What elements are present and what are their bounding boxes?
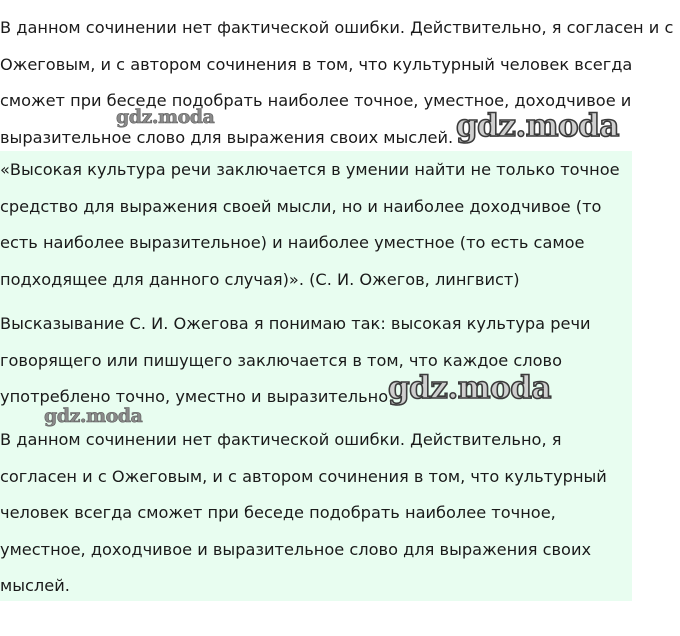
text-line: Ожеговым, и с автором сочинения в том, что культурный человек всегда [0, 54, 633, 74]
text-line: Высказывание С. И. Ожегова я понимаю так: высокая культура речи [0, 314, 591, 333]
text-line: мыслей. [0, 576, 70, 595]
text-line: есть наиболее выразительное) и наиболее уместное (то есть самое [0, 233, 585, 252]
paragraph-3 [0, 422, 607, 605]
text-line: сможет при беседе подобрать наиболее точное, уместное, доходчивое и [0, 91, 632, 110]
quote-paragraph [0, 152, 620, 298]
text-line: подходящее для данного случая)». (С. И. Ожегов, лингвист) [0, 269, 520, 289]
text-line: «Высокая культура речи заключается в умении найти не только точное [0, 160, 620, 179]
watermark-logo: gdz.moda [388, 370, 551, 406]
watermark-logo: gdz.moda [456, 108, 619, 144]
text-line: согласен и с Ожеговым, и с автором сочинения в том, что культурный [0, 466, 607, 486]
text-line: выразительное слово для выражения своих мыслей. [0, 127, 454, 147]
watermark-logo: gdz.moda [44, 405, 143, 427]
text-line: В данном сочинении нет фактической ошибки. Действительно, я [0, 430, 562, 449]
text-line: В данном сочинении нет фактической ошибки. Действительно, я согласен и с [0, 18, 674, 37]
text-line: человек всегда сможет при беседе подобрать наиболее точное, [0, 503, 556, 522]
text-line: употреблено точно, уместно и выразительно. [0, 387, 394, 406]
text-line: средство для выражения своей мысли, но и наиболее доходчивое (то [0, 196, 602, 216]
text-line: говорящего или пишущего заключается в том, что каждое слово [0, 350, 562, 370]
watermark-logo: gdz.moda [116, 106, 215, 128]
text-line: уместное, доходчивое и выразительное слово для выражения своих [0, 539, 592, 559]
